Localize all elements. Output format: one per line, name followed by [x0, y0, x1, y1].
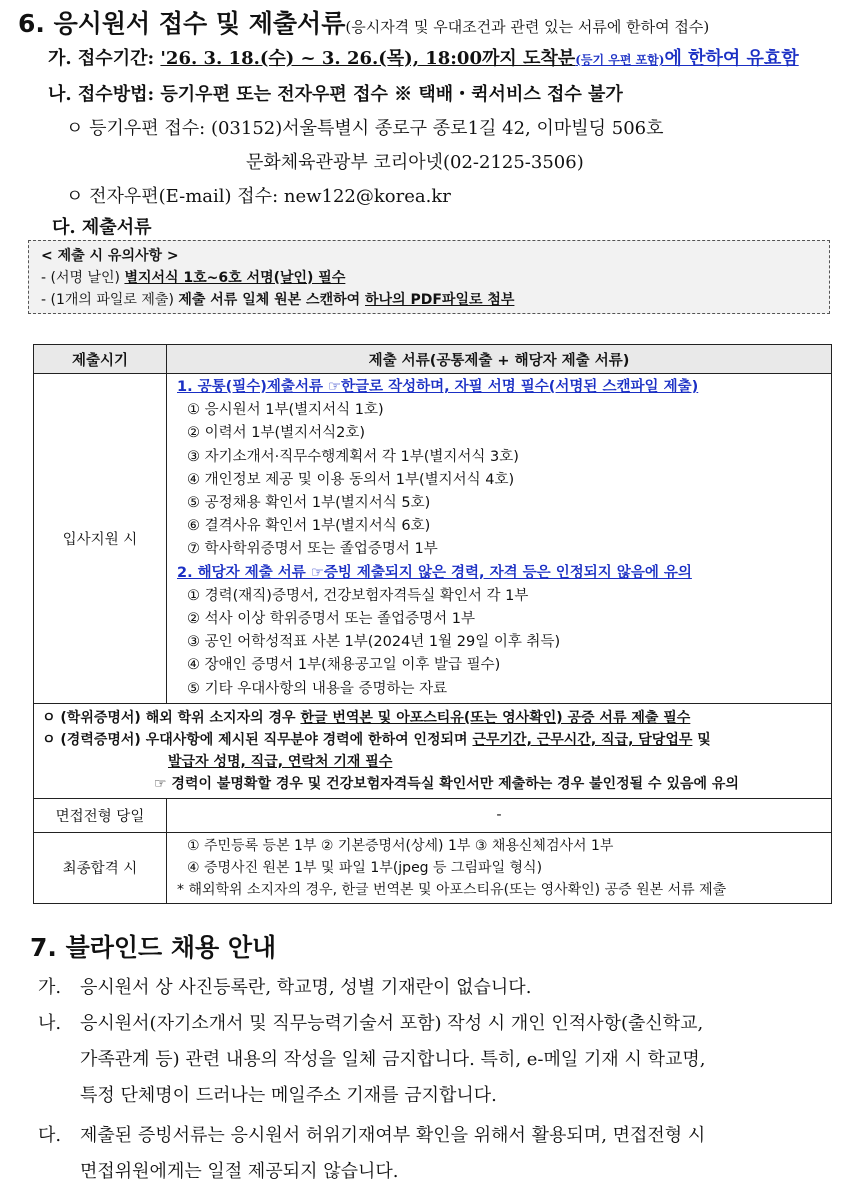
section6-title-sub: (응시자격 및 우대조건과 관련 있는 서류에 한하여 접수) [345, 18, 710, 36]
final-doc-line: ① 주민등록 등본 1부 ② 기본증명서(상세) 1부 ③ 채용신체검사서 1부 [187, 837, 614, 854]
blind-na-label: 나. [38, 1013, 62, 1034]
note-career [42, 729, 823, 751]
receipt-method [48, 80, 623, 106]
section6-title [18, 4, 709, 40]
blind-na-line1: 응시원서(자기소개서 및 직무능력기술서 포함) 작성 시 개인 인적사항(출신학교, [80, 1013, 704, 1034]
notes-cell [34, 703, 832, 798]
row-final-docs [167, 832, 832, 903]
extra-doc-item: ④ 장애인 증명서 1부(채용공고일 이후 발급 필수) [187, 657, 501, 674]
blind-item-na [38, 1006, 706, 1114]
note-career-underline1: 근무기간, 근무시간, 직급, 담당업무 [472, 731, 693, 748]
extra-doc-item: ⑤ 기타 우대사항의 내용을 증명하는 자료 [187, 680, 448, 697]
row-application-docs [167, 374, 832, 704]
notice-line-single-file [41, 289, 817, 311]
notice-line1-value: 별지서식 1호~6호 서명(날인) 필수 [124, 270, 346, 286]
note-degree-prefix: ㅇ (학위증명서) 해외 학위 소지자의 경우 [42, 709, 301, 726]
receipt-method-label: 나. 접수방법: [48, 84, 155, 105]
common-doc-item: ⑥ 결격사유 확인서 1부(별지서식 6호) [187, 518, 431, 535]
common-doc-item: ⑦ 학사학위증명서 또는 졸업증명서 1부 [187, 541, 438, 558]
blind-na-line2: 가족관계 등) 관련 내용의 작성을 일체 금지합니다. 특히, e-메일 기재 시 학교명, [80, 1049, 706, 1070]
blind-na-line3: 특정 단체명이 드러나는 메일주소 기재를 금지합니다. [80, 1085, 497, 1106]
row-interview-label: 면접전형 당일 [34, 798, 167, 832]
blind-ga-text: 응시원서 상 사진등록란, 학교명, 성별 기재란이 없습니다. [80, 977, 532, 998]
common-docs-title: 1. 공통(필수)제출서류 ☞한글로 작성하며, 자필 서명 필수(서명된 스캔파일 제출) [177, 379, 699, 395]
table-row-interview [34, 798, 832, 832]
common-doc-item: ① 응시원서 1부(별지서식 1호) [187, 402, 384, 419]
extra-doc-item: ① 경력(재직)증명서, 건강보험자격득실 확인서 각 1부 [187, 587, 529, 604]
blind-item-da [38, 1118, 705, 1190]
table-row-final [34, 832, 832, 903]
receipt-period-tail: 에 한하여 유효함 [664, 48, 799, 69]
notice-line2-prefix: - (1개의 파일로 제출) [41, 292, 179, 308]
notice-line-signature [41, 267, 817, 289]
receipt-method-value: 등기우편 또는 전자우편 접수 ※ 택배・퀵서비스 접수 불가 [160, 84, 623, 105]
receipt-period-value: '26. 3. 18.(수) ~ 3. 26.(목), 18:00까지 도착분 [160, 48, 576, 69]
final-doc-footnote: * 해외학위 소지자의 경우, 한글 번역본 및 아포스티유(또는 영사확인) 공증 원본 서류 제출 [177, 881, 727, 898]
receipt-period-small: (등기 우편 포함) [575, 53, 665, 67]
notice-header: < 제출 시 유의사항 > [41, 248, 179, 264]
submission-notice-box [28, 240, 830, 314]
note-career-mid: 및 [692, 731, 711, 748]
extra-doc-item: ③ 공인 어학성적표 사본 1부(2024년 1월 29일 이후 취득) [187, 634, 561, 651]
submission-docs-table [33, 344, 832, 904]
notice-line2-underline: 하나의 PDF파일로 첨부 [365, 292, 515, 308]
receipt-period-label: 가. 접수기간: [48, 48, 155, 69]
blind-da-line2: 면접위원에게는 일절 제공되지 않습니다. [80, 1161, 399, 1182]
note-career-warning: ☞ 경력이 불명확할 경우 및 건강보험자격득실 확인서만 제출하는 경우 불인정될 수 있음에 유의 [154, 775, 739, 792]
table-row-notes [34, 703, 832, 798]
submission-docs-label: 다. 제출서류 [52, 217, 152, 238]
row-application-label: 입사지원 시 [34, 374, 167, 704]
section6-title-text: 6. 응시원서 접수 및 제출서류 [18, 9, 346, 38]
note-degree-underline: 한글 번역본 및 아포스티유(또는 영사확인) 공증 서류 제출 필수 [300, 709, 691, 726]
notice-line1-prefix: - (서명 날인) [41, 270, 125, 286]
table-row-application [34, 374, 832, 704]
common-doc-item: ⑤ 공정채용 확인서 1부(별지서식 5호) [187, 495, 431, 512]
note-degree [42, 707, 823, 729]
notice-line2-bold: 제출 서류 일체 원본 스캔하여 [178, 292, 366, 308]
blind-da-label: 다. [38, 1125, 62, 1146]
blind-da-line1: 제출된 증빙서류는 응시원서 허위기재여부 확인을 위해서 활용되며, 면접전형 시 [80, 1125, 706, 1146]
table-header-row [34, 345, 832, 374]
common-doc-item: ③ 자기소개서·직무수행계획서 각 1부(별지서식 3호) [187, 448, 519, 465]
common-doc-item: ② 이력서 1부(별지서식2호) [187, 425, 366, 442]
section7-title: 7. 블라인드 채용 안내 [30, 933, 277, 962]
row-final-label: 최종합격 시 [34, 832, 167, 903]
header-submit-documents: 제출 서류(공통제출 + 해당자 제출 서류) [167, 345, 832, 374]
row-interview-value: - [167, 798, 832, 832]
header-submit-timing: 제출시기 [34, 345, 167, 374]
extra-doc-item: ② 석사 이상 학위증명서 또는 졸업증명서 1부 [187, 611, 475, 628]
registered-mail-address: ㅇ 등기우편 접수: (03152)서울특별시 종로구 종로1길 42, 이마빌딩 506호 [66, 118, 664, 139]
note-career-prefix: ㅇ (경력증명서) 우대사항에 제시된 직무분야 경력에 한하여 인정되며 [42, 731, 473, 748]
note-career-line2 [42, 751, 823, 773]
receipt-period [48, 44, 799, 70]
blind-ga-label: 가. [38, 977, 62, 998]
email-receipt: ㅇ 전자우편(E-mail) 접수: new122@korea.kr [66, 186, 451, 207]
common-doc-item: ④ 개인정보 제공 및 이용 동의서 1부(별지서식 4호) [187, 471, 515, 488]
note-career-underline2: 발급자 성명, 직급, 연락처 기재 필수 [168, 753, 393, 770]
final-doc-line: ④ 증명사진 원본 1부 및 파일 1부(jpeg 등 그림파일 형식) [187, 859, 543, 876]
extra-docs-title: 2. 해당자 제출 서류 ☞증빙 제출되지 않은 경력, 자격 등은 인정되지 않음에 유의 [177, 564, 692, 581]
blind-item-ga [38, 970, 531, 1006]
registered-mail-recipient: 문화체육관광부 코리아넷(02-2125-3506) [246, 152, 584, 173]
